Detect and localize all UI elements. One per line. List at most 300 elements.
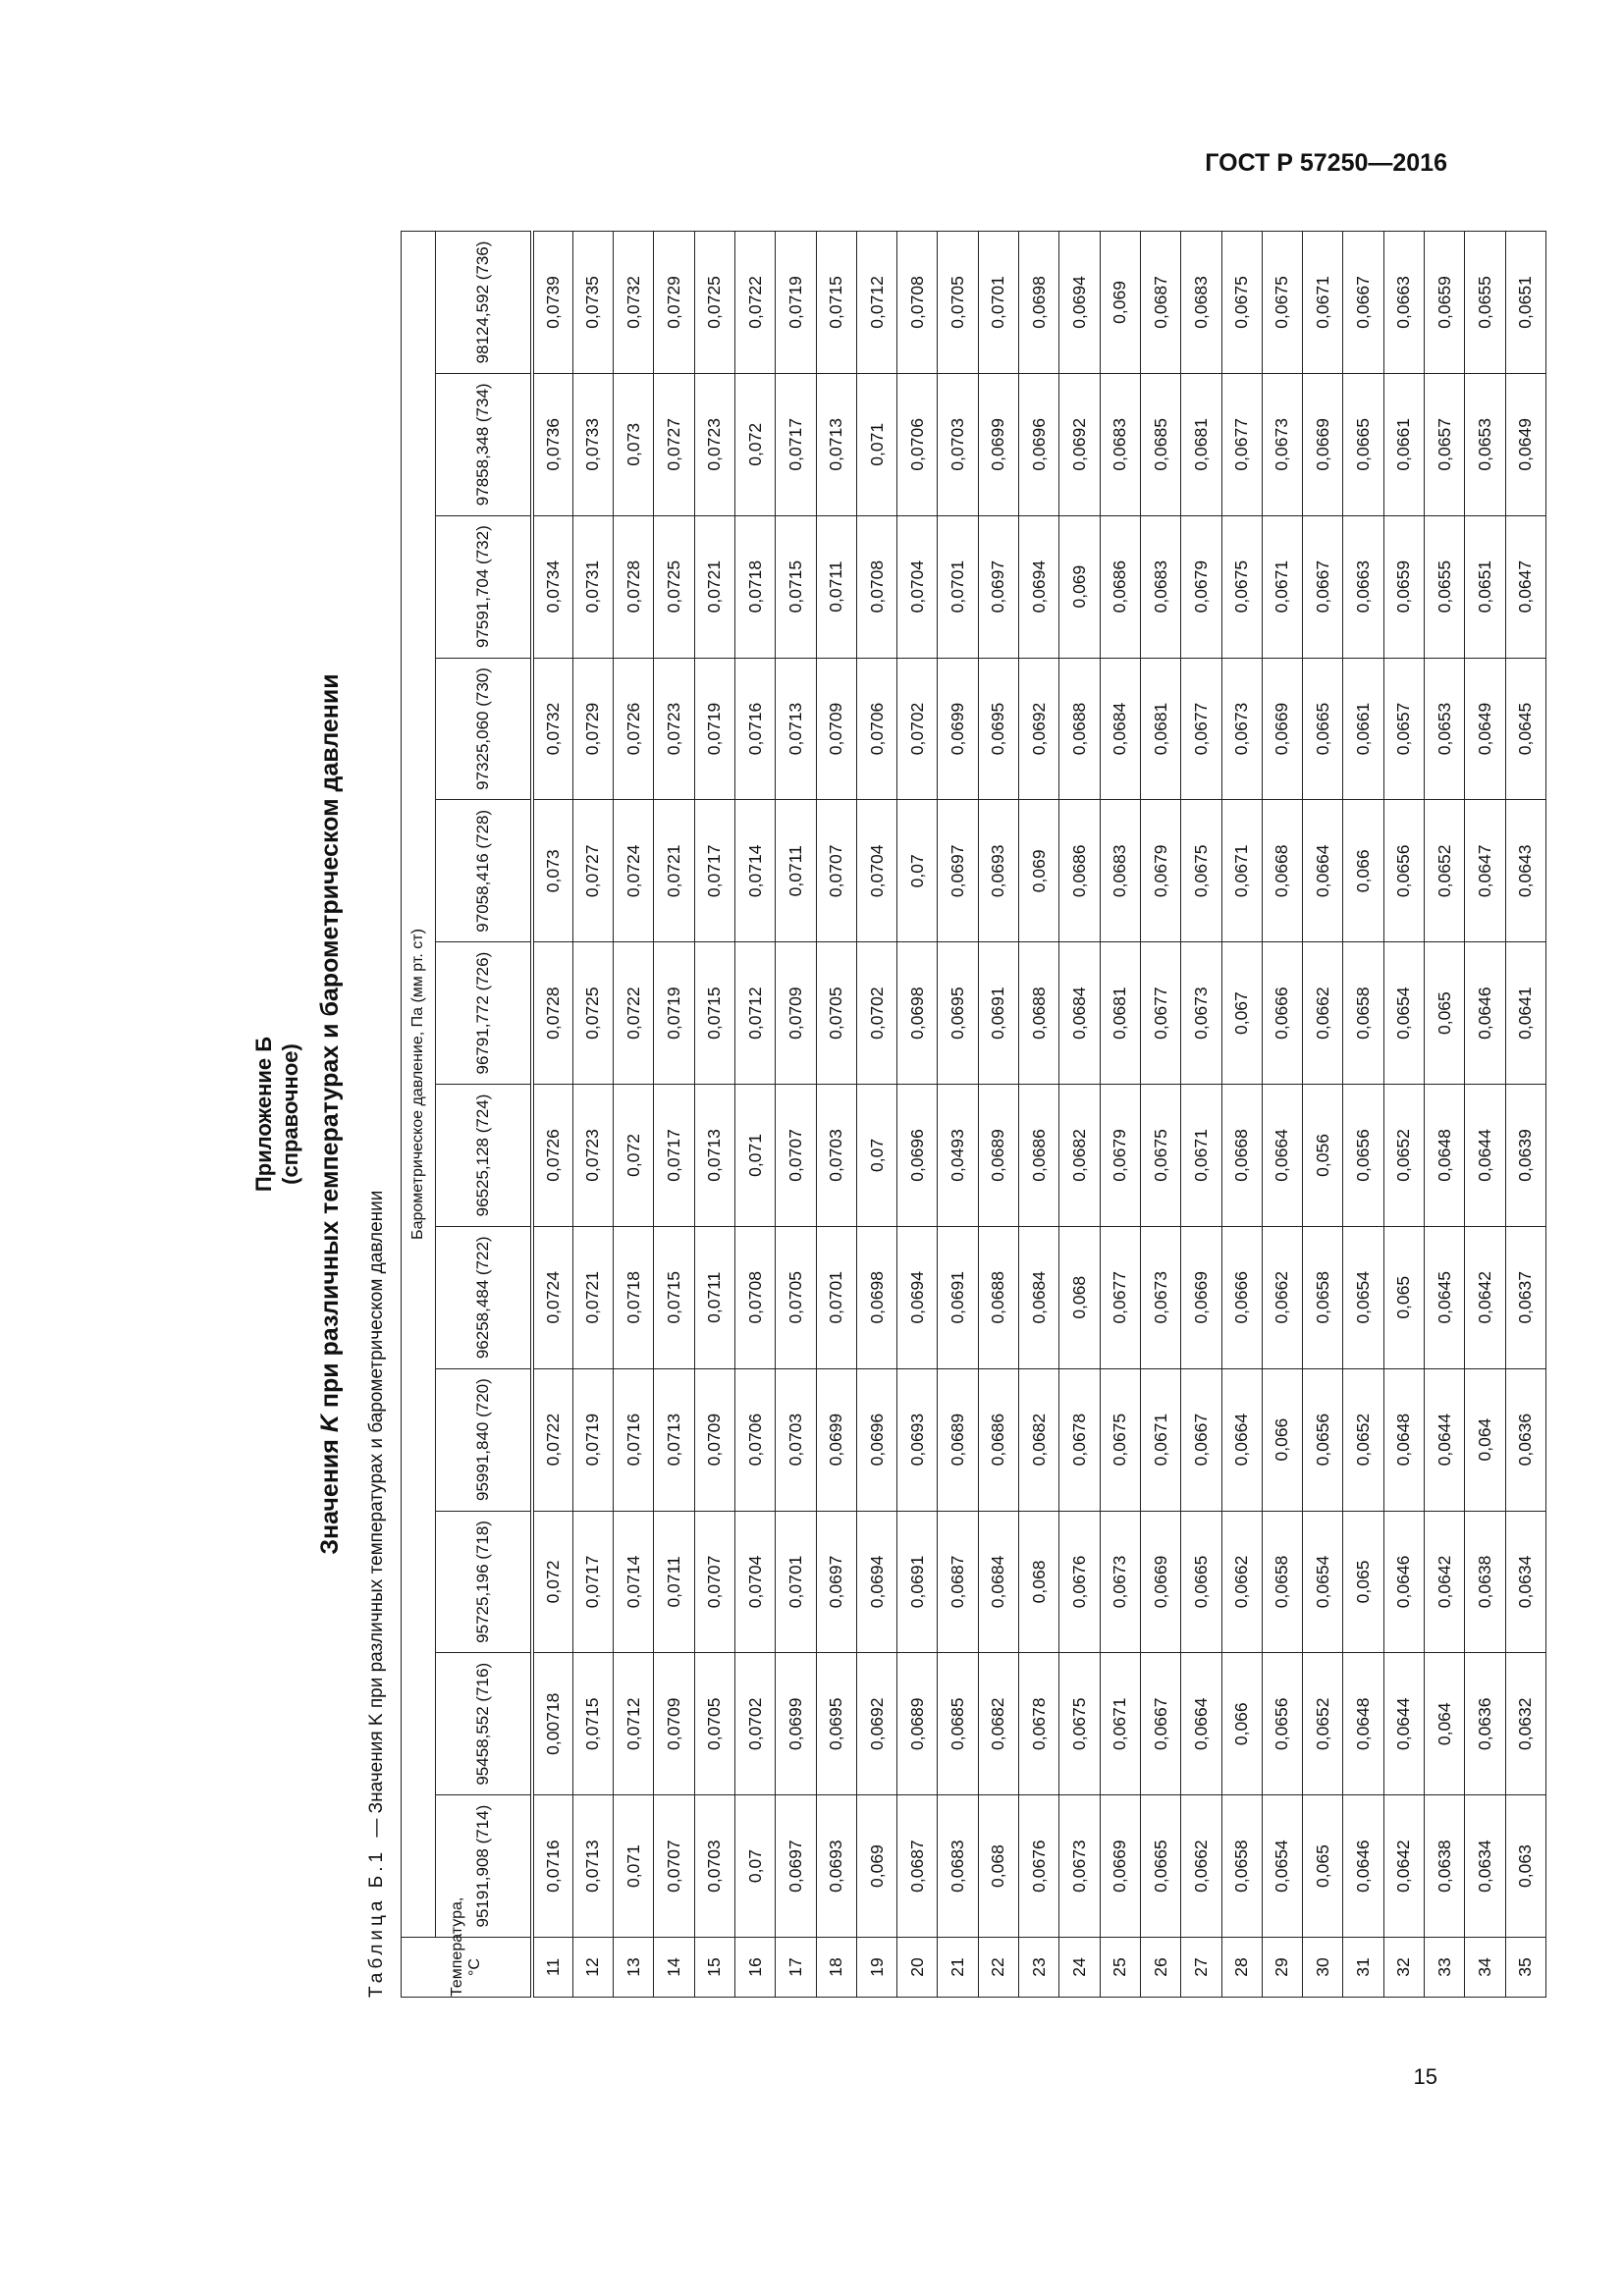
k-value-cell: 0,0678	[1059, 1368, 1100, 1511]
k-value-cell: 0,066	[1262, 1368, 1302, 1511]
k-value-cell: 0,0727	[654, 373, 694, 515]
k-value-cell: 0,0693	[978, 800, 1018, 942]
document-code: ГОСТ Р 57250—2016	[1205, 149, 1447, 177]
k-value-cell: 0,0658	[1262, 1511, 1302, 1653]
k-value-cell: 0,069	[856, 1795, 896, 1938]
k-value-cell: 0,0706	[734, 1368, 775, 1511]
k-value-cell: 0,0651	[1465, 515, 1505, 658]
k-value-cell: 0,0673	[1100, 1511, 1140, 1653]
k-value-cell: 0,0701	[816, 1226, 856, 1368]
pressure-group-header: Барометрическое давление, Па (мм рт. ст)	[402, 232, 436, 1938]
k-value-cell: 0,0691	[978, 942, 1018, 1085]
k-value-cell: 0,0731	[572, 515, 613, 658]
k-value-cell: 0,0688	[1019, 942, 1059, 1085]
k-value-cell: 0,0722	[734, 232, 775, 374]
k-value-cell: 0,0683	[938, 1795, 978, 1938]
k-value-cell: 0,071	[614, 1795, 654, 1938]
k-value-cell: 0,0665	[1303, 658, 1343, 800]
k-value-cell: 0,0675	[1181, 800, 1221, 942]
temperature-cell: 29	[1262, 1938, 1302, 1998]
temperature-cell: 18	[816, 1938, 856, 1998]
k-value-cell: 0,0677	[1100, 1226, 1140, 1368]
k-value-cell: 0,0719	[572, 1368, 613, 1511]
k-value-cell: 0,069	[1100, 232, 1140, 374]
k-value-cell: 0,0673	[1262, 373, 1302, 515]
pressure-column-header: 97058,416 (728)	[436, 800, 533, 942]
k-value-cell: 0,0739	[532, 232, 572, 374]
temperature-cell: 24	[1059, 1938, 1100, 1998]
k-value-cell: 0,07	[897, 800, 938, 942]
temperature-cell: 27	[1181, 1938, 1221, 1998]
k-value-cell: 0,0684	[1059, 942, 1100, 1085]
k-value-cell: 0,0702	[897, 658, 938, 800]
k-value-cell: 0,0702	[856, 942, 896, 1085]
k-value-cell: 0,0715	[694, 942, 734, 1085]
pressure-column-header: 95725,196 (718)	[436, 1511, 533, 1653]
temperature-header: Температура, °С	[402, 1938, 533, 1998]
k-value-cell: 0,0716	[734, 658, 775, 800]
k-value-cell: 0,0645	[1505, 658, 1545, 800]
k-value-cell: 0,0691	[938, 1226, 978, 1368]
k-value-cell: 0,0636	[1465, 1653, 1505, 1795]
k-value-cell: 0,0704	[856, 800, 896, 942]
k-value-cell: 0,0632	[1505, 1653, 1545, 1795]
k-value-cell: 0,0676	[1059, 1511, 1100, 1653]
k-value-cell: 0,0717	[776, 373, 816, 515]
k-value-cell: 0,0721	[654, 800, 694, 942]
k-value-cell: 0,0634	[1505, 1511, 1545, 1653]
section-title-symbol: K	[316, 1415, 344, 1433]
k-value-cell: 0,0679	[1181, 515, 1221, 658]
k-value-cell: 0,0659	[1425, 232, 1465, 374]
k-value-cell: 0,0687	[897, 1795, 938, 1938]
k-value-cell: 0,0658	[1303, 1226, 1343, 1368]
k-value-cell: 0,0723	[654, 658, 694, 800]
k-value-cell: 0,0688	[1059, 658, 1100, 800]
table-row	[816, 232, 856, 1998]
k-value-cell: 0,0676	[1019, 1795, 1059, 1938]
k-value-cell: 0,0669	[1262, 658, 1302, 800]
table-row	[694, 232, 734, 1998]
temperature-cell: 35	[1505, 1938, 1545, 1998]
k-value-cell: 0,0675	[1059, 1653, 1100, 1795]
k-value-cell: 0,064	[1425, 1653, 1465, 1795]
k-value-cell: 0,0688	[978, 1226, 1018, 1368]
k-value-cell: 0,0639	[1505, 1085, 1545, 1227]
k-value-cell: 0,0662	[1181, 1795, 1221, 1938]
k-value-cell: 0,0662	[1303, 942, 1343, 1085]
k-value-cell: 0,0684	[1100, 658, 1140, 800]
k-value-cell: 0,0667	[1140, 1653, 1180, 1795]
table-caption	[366, 1191, 388, 1998]
k-value-cell: 0,0732	[532, 658, 572, 800]
k-value-cell: 0,0736	[532, 373, 572, 515]
k-value-cell: 0,0713	[572, 1795, 613, 1938]
k-value-cell: 0,0655	[1425, 515, 1465, 658]
k-value-cell: 0,0685	[1140, 373, 1180, 515]
k-value-cell: 0,0719	[654, 942, 694, 1085]
table-label: Таблица Б.1	[366, 1847, 387, 1998]
k-value-cell: 0,0697	[938, 800, 978, 942]
k-value-cell: 0,0647	[1465, 800, 1505, 942]
k-value-cell: 0,0644	[1425, 1368, 1465, 1511]
k-value-cell: 0,0709	[654, 1653, 694, 1795]
k-value-cell: 0,0707	[654, 1795, 694, 1938]
table-row	[532, 232, 572, 1998]
k-value-cell: 0,0642	[1425, 1511, 1465, 1653]
k-value-cell: 0,0699	[938, 658, 978, 800]
k-value-cell: 0,0698	[897, 942, 938, 1085]
k-value-cell: 0,0689	[938, 1368, 978, 1511]
k-value-cell: 0,071	[734, 1085, 775, 1227]
k-value-cell: 0,0686	[978, 1368, 1018, 1511]
k-value-cell: 0,0719	[694, 658, 734, 800]
table-row	[1303, 232, 1343, 1998]
k-value-cell: 0,0721	[694, 515, 734, 658]
k-value-cell: 0,0709	[694, 1368, 734, 1511]
k-value-cell: 0,0669	[1181, 1226, 1221, 1368]
k-value-cell: 0,0677	[1181, 658, 1221, 800]
k-value-cell: 0,064	[1465, 1368, 1505, 1511]
temperature-cell: 16	[734, 1938, 775, 1998]
k-value-cell: 0,0707	[816, 800, 856, 942]
k-value-cell: 0,0663	[1343, 515, 1383, 658]
k-value-cell: 0,0705	[694, 1653, 734, 1795]
k-value-cell: 0,0654	[1303, 1511, 1343, 1653]
k-value-cell: 0,0654	[1383, 942, 1424, 1085]
table-caption-text: — Значения K при различных температурах и барометрическом давлении	[366, 1190, 387, 1838]
k-value-cell: 0,0646	[1465, 942, 1505, 1085]
k-value-cell: 0,0713	[694, 1085, 734, 1227]
k-value-cell: 0,0705	[776, 1226, 816, 1368]
pressure-column-header: 97858,348 (734)	[436, 373, 533, 515]
k-value-cell: 0,0735	[572, 232, 613, 374]
k-value-cell: 0,0712	[614, 1653, 654, 1795]
temperature-cell: 11	[532, 1938, 572, 1998]
k-value-cell: 0,0732	[614, 232, 654, 374]
k-value-cell: 0,0715	[572, 1653, 613, 1795]
k-value-cell: 0,0703	[694, 1795, 734, 1938]
k-value-cell: 0,0698	[1019, 232, 1059, 374]
k-value-cell: 0,073	[614, 373, 654, 515]
pressure-column-header: 96791,772 (726)	[436, 942, 533, 1085]
table-row	[1465, 232, 1505, 1998]
k-value-cell: 0,0652	[1383, 1085, 1424, 1227]
k-value-cell: 0,0697	[776, 1795, 816, 1938]
k-value-cell: 0,0641	[1505, 942, 1545, 1085]
k-value-cell: 0,0686	[1100, 515, 1140, 658]
k-value-cell: 0,0654	[1343, 1226, 1383, 1368]
k-value-cell: 0,068	[1019, 1511, 1059, 1653]
k-value-cell: 0,0718	[614, 1226, 654, 1368]
k-value-cell: 0,0671	[1181, 1085, 1221, 1227]
k-value-cell: 0,0696	[897, 1085, 938, 1227]
k-value-cell: 0,0675	[1140, 1085, 1180, 1227]
k-value-cell: 0,0648	[1343, 1653, 1383, 1795]
k-value-cell: 0,0638	[1465, 1511, 1505, 1653]
k-value-cell: 0,0659	[1383, 515, 1424, 658]
temperature-cell: 30	[1303, 1938, 1343, 1998]
temperature-cell: 33	[1425, 1938, 1465, 1998]
k-value-cell: 0,0657	[1425, 373, 1465, 515]
k-values-table	[401, 231, 1546, 1998]
section-title	[315, 231, 345, 1998]
k-value-cell: 0,0637	[1505, 1226, 1545, 1368]
k-value-cell: 0,0728	[614, 515, 654, 658]
k-value-cell: 0,0696	[856, 1368, 896, 1511]
k-value-cell: 0,0694	[1019, 515, 1059, 658]
k-value-cell: 0,0708	[734, 1226, 775, 1368]
k-value-cell: 0,0712	[856, 232, 896, 374]
k-value-cell: 0,0644	[1383, 1653, 1424, 1795]
table-row	[734, 232, 775, 1998]
k-value-cell: 0,0668	[1262, 800, 1302, 942]
k-value-cell: 0,0665	[1343, 373, 1383, 515]
table-row	[654, 232, 694, 1998]
k-value-cell: 0,0724	[614, 800, 654, 942]
k-value-cell: 0,0709	[776, 942, 816, 1085]
section-title-prefix: Значения	[316, 1432, 344, 1555]
k-value-cell: 0,0725	[572, 942, 613, 1085]
k-value-cell: 0,0652	[1425, 800, 1465, 942]
k-value-cell: 0,0716	[532, 1795, 572, 1938]
k-value-cell: 0,0634	[1465, 1795, 1505, 1938]
temperature-cell: 26	[1140, 1938, 1180, 1998]
k-value-cell: 0,0671	[1140, 1368, 1180, 1511]
k-value-cell: 0,056	[1303, 1085, 1343, 1227]
k-value-cell: 0,072	[614, 1085, 654, 1227]
k-value-cell: 0,0654	[1262, 1795, 1302, 1938]
k-value-cell: 0,0694	[897, 1226, 938, 1368]
k-value-cell: 0,0687	[938, 1511, 978, 1653]
k-value-cell: 0,0695	[938, 942, 978, 1085]
k-value-cell: 0,0717	[572, 1511, 613, 1653]
k-value-cell: 0,0699	[978, 373, 1018, 515]
pressure-column-header: 95191,908 (714)	[436, 1795, 533, 1938]
pressure-column-header: 97325,060 (730)	[436, 658, 533, 800]
k-value-cell: 0,0669	[1140, 1511, 1180, 1653]
k-value-cell: 0,0665	[1140, 1795, 1180, 1938]
table-row	[776, 232, 816, 1998]
k-value-cell: 0,0649	[1465, 658, 1505, 800]
temperature-cell: 19	[856, 1938, 896, 1998]
k-value-cell: 0,0664	[1303, 800, 1343, 942]
table-row	[1181, 232, 1221, 1998]
k-value-cell: 0,0683	[1100, 373, 1140, 515]
k-value-cell: 0,0679	[1100, 1085, 1140, 1227]
temperature-cell: 15	[694, 1938, 734, 1998]
k-value-cell: 0,0648	[1383, 1368, 1424, 1511]
table-row	[938, 232, 978, 1998]
k-value-cell: 0,0656	[1262, 1653, 1302, 1795]
pressure-column-header: 98124,592 (736)	[436, 232, 533, 374]
k-value-cell: 0,0695	[816, 1653, 856, 1795]
k-value-cell: 0,0703	[816, 1085, 856, 1227]
k-value-cell: 0,0663	[1383, 232, 1424, 374]
k-value-cell: 0,0646	[1383, 1511, 1424, 1653]
k-value-cell: 0,0716	[614, 1368, 654, 1511]
k-value-cell: 0,0701	[776, 1511, 816, 1653]
k-value-cell: 0,0728	[532, 942, 572, 1085]
k-value-cell: 0,0668	[1221, 1085, 1262, 1227]
table-row	[1505, 232, 1545, 1998]
k-value-cell: 0,0644	[1465, 1085, 1505, 1227]
k-value-cell: 0,0715	[776, 515, 816, 658]
k-value-cell: 0,0706	[897, 373, 938, 515]
k-value-cell: 0,069	[1019, 800, 1059, 942]
k-value-cell: 0,0646	[1343, 1795, 1383, 1938]
k-value-cell: 0,0734	[532, 515, 572, 658]
section-title-suffix: при различных температурах и барометрическом давлении	[316, 673, 344, 1415]
k-value-cell: 0,065	[1303, 1795, 1343, 1938]
k-value-cell: 0,0643	[1505, 800, 1545, 942]
k-value-cell: 0,0713	[816, 373, 856, 515]
k-value-cell: 0,0661	[1343, 658, 1383, 800]
table-row	[572, 232, 613, 1998]
k-value-cell: 0,0694	[856, 1511, 896, 1653]
k-value-cell: 0,0706	[856, 658, 896, 800]
k-value-cell: 0,065	[1343, 1511, 1383, 1653]
k-value-cell: 0,0707	[694, 1511, 734, 1653]
k-value-cell: 0,0675	[1262, 232, 1302, 374]
k-value-cell: 0,0714	[734, 800, 775, 942]
k-value-cell: 0,0699	[816, 1368, 856, 1511]
pressure-column-header: 96258,484 (722)	[436, 1226, 533, 1368]
k-value-cell: 0,0687	[1140, 232, 1180, 374]
pressure-column-header: 95458,552 (716)	[436, 1653, 533, 1795]
k-value-cell: 0,0679	[1140, 800, 1180, 942]
k-value-cell: 0,063	[1505, 1795, 1545, 1938]
k-value-cell: 0,0655	[1465, 232, 1505, 374]
table-row	[1425, 232, 1465, 1998]
page-number: 15	[1413, 2064, 1437, 2089]
k-value-cell: 0,0671	[1221, 800, 1262, 942]
k-value-cell: 0,0726	[614, 658, 654, 800]
k-value-cell: 0,066	[1221, 1653, 1262, 1795]
k-value-cell: 0,0686	[1059, 800, 1100, 942]
temperature-cell: 23	[1019, 1938, 1059, 1998]
pressure-column-header: 95991,840 (720)	[436, 1368, 533, 1511]
k-value-cell: 0,0684	[1019, 1226, 1059, 1368]
k-value-cell: 0,0669	[1100, 1795, 1140, 1938]
k-value-cell: 0,0715	[654, 1226, 694, 1368]
k-value-cell: 0,0653	[1425, 658, 1465, 800]
k-value-cell: 0,07	[856, 1085, 896, 1227]
k-value-cell: 0,00718	[532, 1653, 572, 1795]
k-value-cell: 0,0642	[1383, 1795, 1424, 1938]
appendix-type: (справочное)	[278, 1043, 302, 1185]
k-value-cell: 0,0702	[734, 1653, 775, 1795]
k-value-cell: 0,0694	[1059, 232, 1100, 374]
k-value-cell: 0,0689	[978, 1085, 1018, 1227]
k-value-cell: 0,0701	[938, 515, 978, 658]
k-value-cell: 0,072	[532, 1511, 572, 1653]
k-value-cell: 0,0703	[776, 1368, 816, 1511]
k-value-cell: 0,071	[856, 373, 896, 515]
k-value-cell: 0,0677	[1140, 942, 1180, 1085]
k-value-cell: 0,0684	[978, 1511, 1018, 1653]
k-value-cell: 0,0682	[1019, 1368, 1059, 1511]
k-value-cell: 0,065	[1383, 1226, 1424, 1368]
k-value-cell: 0,0664	[1181, 1653, 1221, 1795]
k-value-cell: 0,0664	[1221, 1368, 1262, 1511]
pressure-column-header: 97591,704 (732)	[436, 515, 533, 658]
k-value-cell: 0,0725	[654, 515, 694, 658]
k-value-cell: 0,0677	[1221, 373, 1262, 515]
k-value-cell: 0,0691	[897, 1511, 938, 1653]
k-value-cell: 0,073	[532, 800, 572, 942]
k-value-cell: 0,0667	[1303, 515, 1343, 658]
table-row	[1383, 232, 1424, 1998]
k-value-cell: 0,0712	[734, 942, 775, 1085]
k-value-cell: 0,0675	[1221, 232, 1262, 374]
temperature-cell: 25	[1100, 1938, 1140, 1998]
k-value-cell: 0,0696	[1019, 373, 1059, 515]
k-value-cell: 0,0713	[654, 1368, 694, 1511]
k-value-cell: 0,0649	[1505, 373, 1545, 515]
k-value-cell: 0,0705	[816, 942, 856, 1085]
k-value-cell: 0,0642	[1465, 1226, 1505, 1368]
k-value-cell: 0,069	[1059, 515, 1100, 658]
k-value-cell: 0,0723	[572, 1085, 613, 1227]
k-value-cell: 0,0673	[1181, 942, 1221, 1085]
k-value-cell: 0,0651	[1505, 232, 1545, 374]
k-value-cell: 0,0682	[978, 1653, 1018, 1795]
k-value-cell: 0,0699	[776, 1653, 816, 1795]
k-value-cell: 0,0683	[1100, 800, 1140, 942]
k-value-cell: 0,0711	[654, 1511, 694, 1653]
k-value-cell: 0,0692	[856, 1653, 896, 1795]
k-value-cell: 0,0701	[978, 232, 1018, 374]
k-value-cell: 0,0695	[978, 658, 1018, 800]
k-value-cell: 0,0707	[776, 1085, 816, 1227]
k-value-cell: 0,0666	[1262, 942, 1302, 1085]
k-value-cell: 0,0656	[1383, 800, 1424, 942]
k-value-cell: 0,0689	[897, 1653, 938, 1795]
k-value-cell: 0,0638	[1425, 1795, 1465, 1938]
table-row	[1262, 232, 1302, 1998]
k-value-cell: 0,0681	[1100, 942, 1140, 1085]
k-value-cell: 0,0726	[532, 1085, 572, 1227]
k-value-cell: 0,0697	[978, 515, 1018, 658]
k-value-cell: 0,0667	[1343, 232, 1383, 374]
k-value-cell: 0,0662	[1221, 1511, 1262, 1653]
table-row	[614, 232, 654, 1998]
table-row	[1019, 232, 1059, 1998]
k-value-cell: 0,0692	[1059, 373, 1100, 515]
k-value-cell: 0,0657	[1383, 658, 1424, 800]
temperature-cell: 17	[776, 1938, 816, 1998]
k-value-cell: 0,0693	[816, 1795, 856, 1938]
k-value-cell: 0,0711	[776, 800, 816, 942]
k-value-cell: 0,0724	[532, 1226, 572, 1368]
table-row	[897, 232, 938, 1998]
k-value-cell: 0,0729	[572, 658, 613, 800]
k-value-cell: 0,0722	[532, 1368, 572, 1511]
k-value-cell: 0,0673	[1140, 1226, 1180, 1368]
k-value-cell: 0,0697	[816, 1511, 856, 1653]
k-value-cell: 0,0667	[1181, 1368, 1221, 1511]
k-value-cell: 0,066	[1343, 800, 1383, 942]
k-value-cell: 0,0647	[1505, 515, 1545, 658]
temperature-cell: 34	[1465, 1938, 1505, 1998]
k-value-cell: 0,0709	[816, 658, 856, 800]
k-value-cell: 0,0727	[572, 800, 613, 942]
k-value-cell: 0,0656	[1303, 1368, 1343, 1511]
k-value-cell: 0,0661	[1383, 373, 1424, 515]
k-value-cell: 0,0708	[856, 515, 896, 658]
temperature-cell: 22	[978, 1938, 1018, 1998]
